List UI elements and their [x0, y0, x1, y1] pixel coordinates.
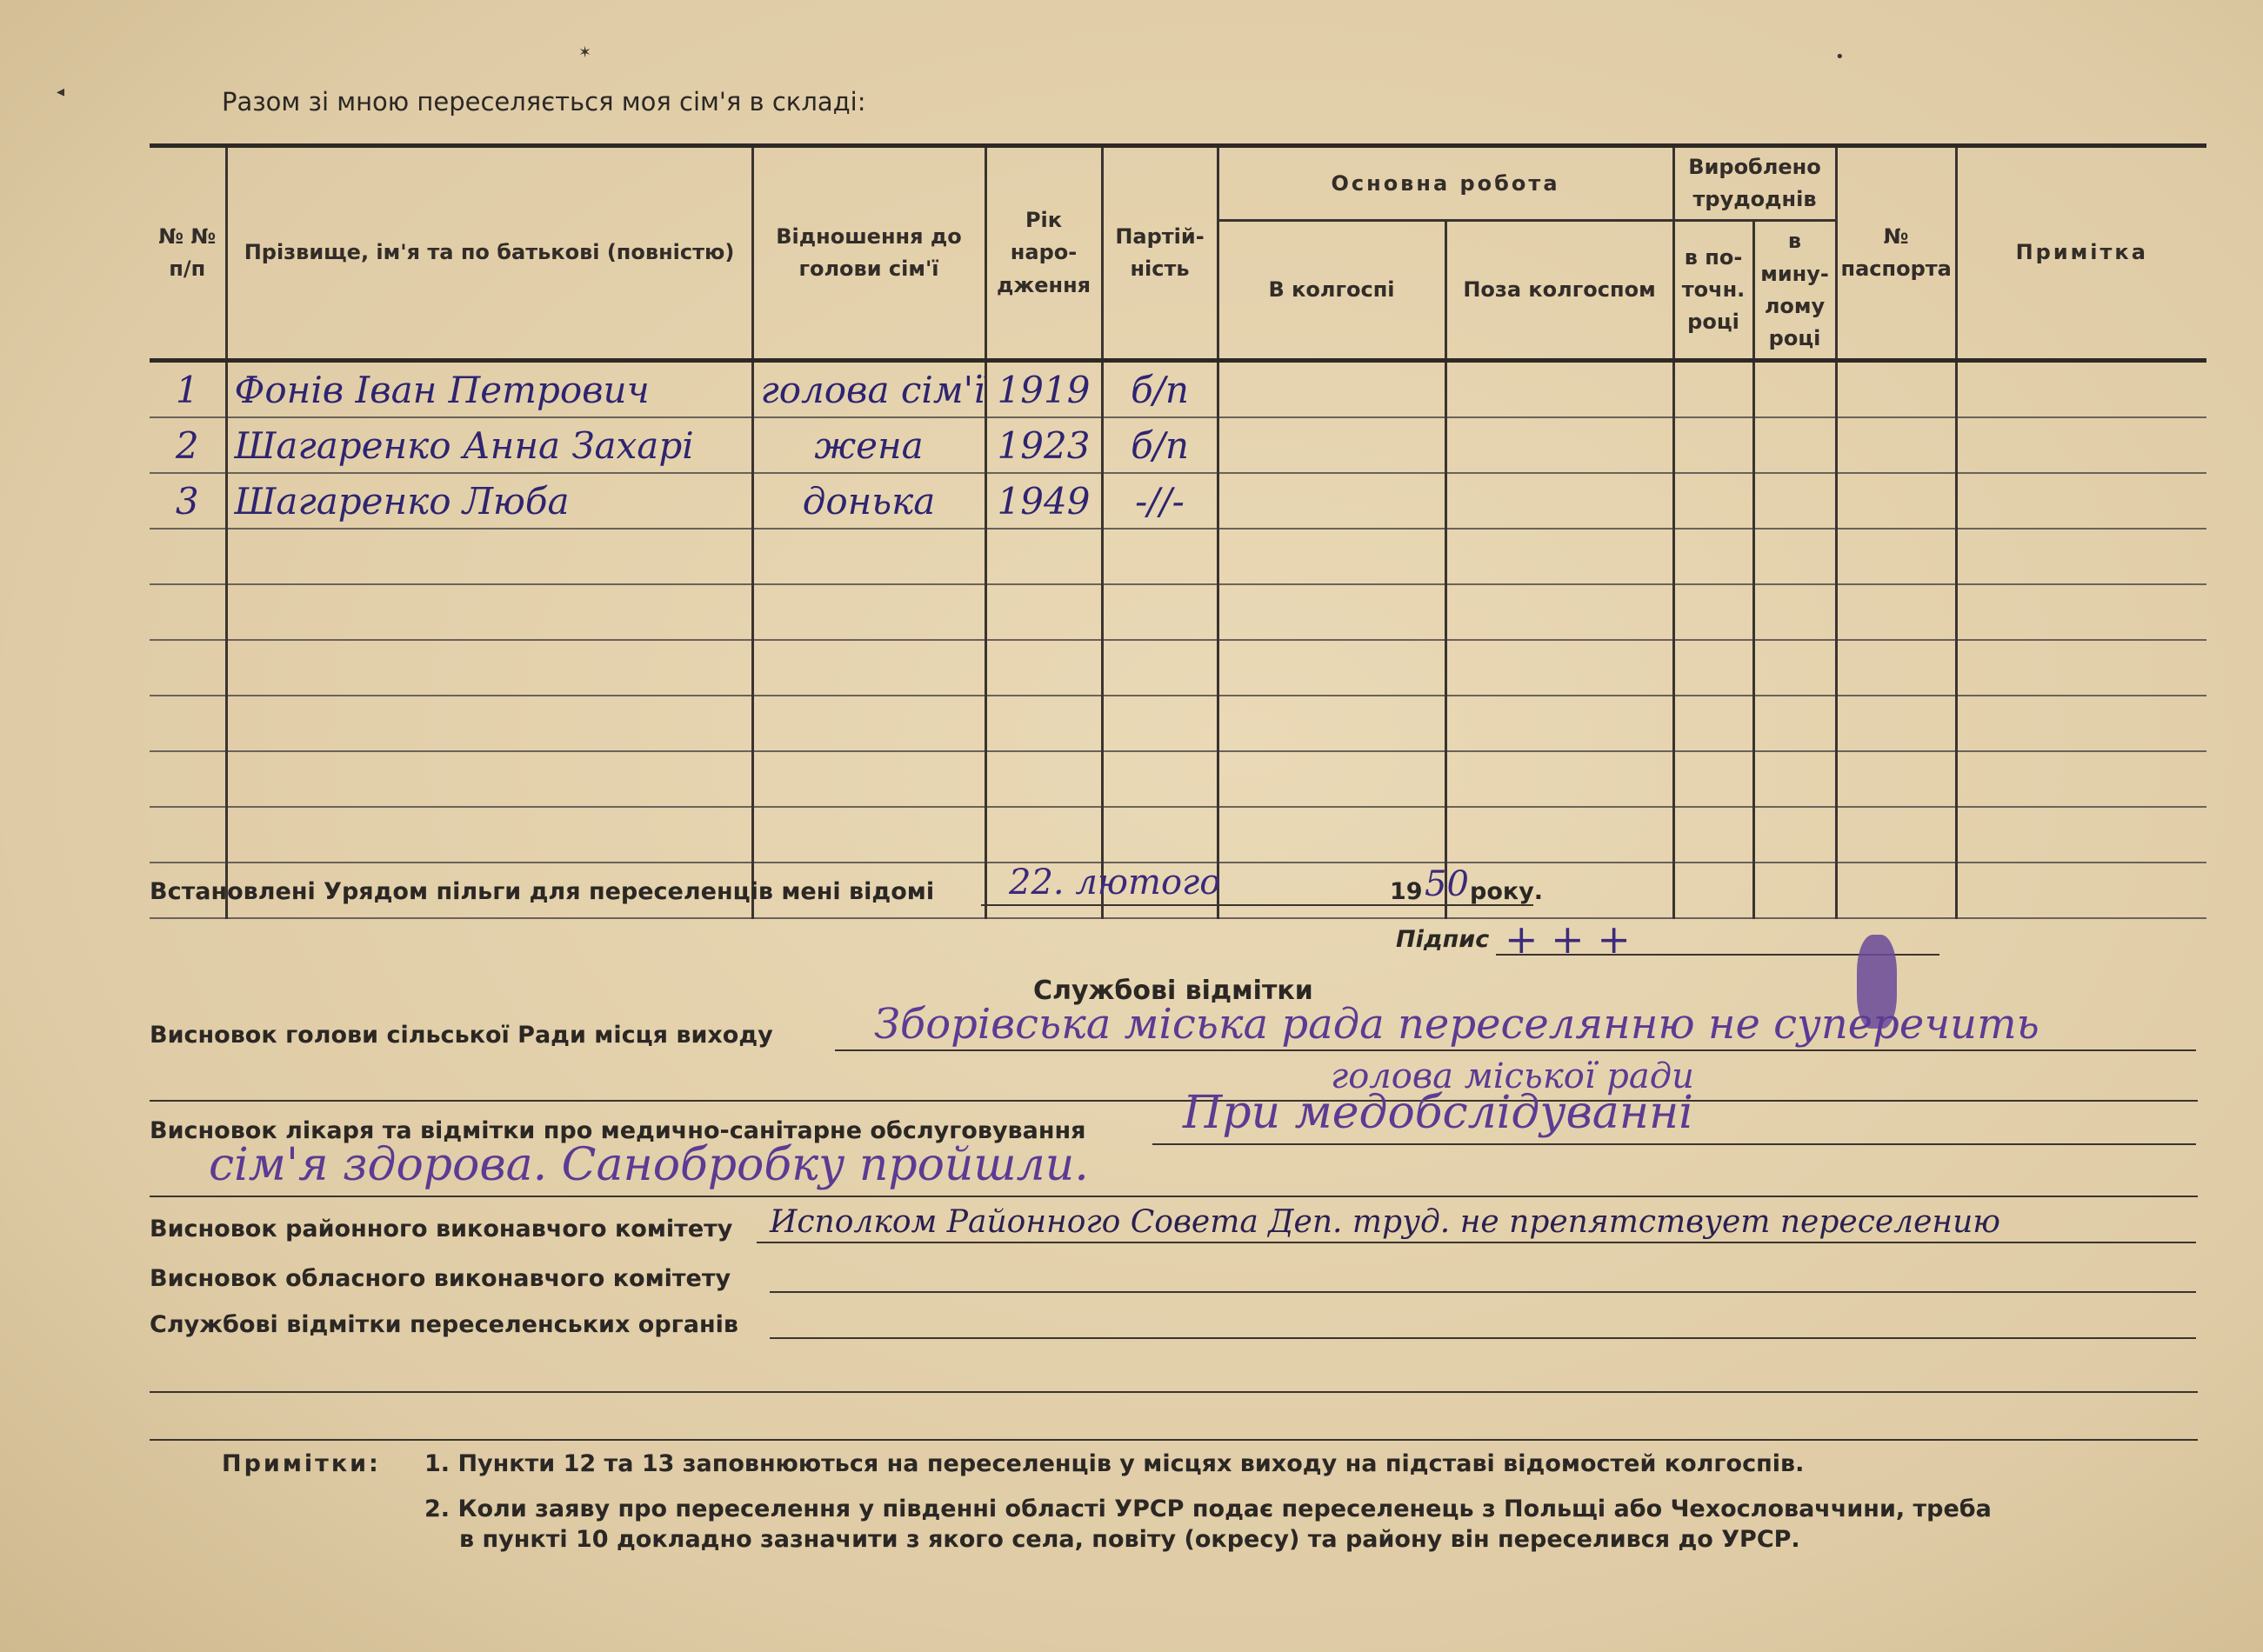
- row-year: [985, 807, 1102, 863]
- row-year: [985, 751, 1102, 807]
- row-outside-kolhosp: [1445, 807, 1673, 863]
- family-row: [150, 417, 2206, 473]
- doctor-label: Висновок лікаря та відмітки про медично-санітарне обслуговування: [150, 1117, 1086, 1144]
- row-current-year: [1673, 529, 1753, 584]
- row-current-year: [1673, 863, 1753, 918]
- doctor-text-2: сім'я здорова. Санобробку пройшли.: [209, 1139, 1089, 1191]
- row-note: [1956, 807, 2206, 863]
- note-1: 1. Пункти 12 та 13 заповнюються на переселенців у місцях виходу на підставі відомостей колгоспів.: [424, 1450, 1805, 1477]
- row-year: 1949: [985, 473, 1102, 529]
- row-passport: [1836, 584, 1956, 640]
- notes-label: Примітки:: [222, 1450, 381, 1477]
- header-party: Партій- ність: [1102, 146, 1218, 361]
- row-passport: [1836, 863, 1956, 918]
- village-council-text: Зборівська міська рада переселянню не суперечить: [874, 1000, 2039, 1049]
- row-year: [985, 529, 1102, 584]
- row-party: [1102, 529, 1218, 584]
- row-num: [150, 807, 226, 863]
- signature-mark: + + +: [1505, 916, 1631, 963]
- family-row: [150, 473, 2206, 529]
- row-last-year: [1753, 807, 1836, 863]
- header-passport: № паспорта: [1836, 146, 1956, 361]
- resettlement-line: [770, 1337, 2196, 1339]
- row-year: [985, 640, 1102, 696]
- row-num: [150, 751, 226, 807]
- row-in-kolhosp: [1218, 751, 1445, 807]
- row-relation: [752, 751, 985, 807]
- row-outside-kolhosp: [1445, 361, 1673, 418]
- row-passport: [1836, 417, 1956, 473]
- row-note: [1956, 751, 2206, 807]
- district-text: Исполком Районного Совета Деп. труд. не препятствует переселению: [770, 1204, 2000, 1240]
- benefits-line: [981, 904, 1533, 906]
- district-label: Висновок районного виконавчого комітету: [150, 1216, 733, 1242]
- row-current-year: [1673, 807, 1753, 863]
- row-num: 1: [150, 361, 226, 418]
- row-in-kolhosp: [1218, 473, 1445, 529]
- family-row: [150, 584, 2206, 640]
- header-name: Прізвище, ім'я та по батькові (повністю): [226, 146, 752, 361]
- row-name: Шагаренко Анна Захарі: [226, 417, 752, 473]
- row-outside-kolhosp: [1445, 640, 1673, 696]
- family-table: [150, 143, 2206, 919]
- row-current-year: [1673, 751, 1753, 807]
- signature-label: Підпис: [1396, 926, 1490, 953]
- row-party: [1102, 807, 1218, 863]
- family-intro: Разом зі мною переселяється моя сім'я в складі:: [222, 87, 866, 117]
- row-name: [226, 640, 752, 696]
- row-relation: голова сім'ї: [752, 361, 985, 418]
- village-council-line-2: [150, 1100, 2198, 1102]
- row-relation: [752, 696, 985, 751]
- doctor-text: При медобслідуванні: [1183, 1087, 1693, 1139]
- row-passport: [1836, 696, 1956, 751]
- row-num: [150, 696, 226, 751]
- note-2-line-2: в пункті 10 докладно зазначити з якого села, повіту (окресу) та району він переселився до УРСР.: [459, 1526, 1800, 1553]
- row-last-year: [1753, 640, 1836, 696]
- row-in-kolhosp: [1218, 640, 1445, 696]
- row-relation: донька: [752, 473, 985, 529]
- header-in-kolhosp: В колгоспі: [1218, 221, 1445, 361]
- row-year: [985, 584, 1102, 640]
- header-relation: Відношення до голови сім'ї: [752, 146, 985, 361]
- row-current-year: [1673, 640, 1753, 696]
- header-outside-kolhosp: Поза колгоспом: [1445, 221, 1673, 361]
- row-last-year: [1753, 361, 1836, 418]
- row-outside-kolhosp: [1445, 696, 1673, 751]
- row-note: [1956, 640, 2206, 696]
- row-outside-kolhosp: [1445, 751, 1673, 807]
- row-passport: [1836, 807, 1956, 863]
- oblast-label: Висновок обласного виконавчого комітету: [150, 1265, 731, 1292]
- benefits-label: Встановлені Урядом пільги для переселенців мені відомі: [150, 878, 935, 905]
- village-council-label: Висновок голови сільської Ради місця виходу: [150, 1022, 773, 1049]
- row-in-kolhosp: [1218, 361, 1445, 418]
- row-note: [1956, 529, 2206, 584]
- row-party: [1102, 696, 1218, 751]
- district-line: [757, 1242, 2196, 1243]
- row-passport: [1836, 361, 1956, 418]
- row-in-kolhosp: [1218, 807, 1445, 863]
- row-in-kolhosp: [1218, 584, 1445, 640]
- row-outside-kolhosp: [1445, 584, 1673, 640]
- row-last-year: [1753, 529, 1836, 584]
- punch-mark: ✶: [578, 43, 592, 62]
- family-row: [150, 529, 2206, 584]
- row-last-year: [1753, 863, 1836, 918]
- row-current-year: [1673, 696, 1753, 751]
- row-last-year: [1753, 417, 1836, 473]
- row-note: [1956, 417, 2206, 473]
- row-num: [150, 640, 226, 696]
- row-num: 3: [150, 473, 226, 529]
- oblast-line: [770, 1291, 2196, 1293]
- row-current-year: [1673, 417, 1753, 473]
- row-note: [1956, 696, 2206, 751]
- official-title: Службові відмітки: [1033, 976, 1313, 1006]
- row-name: [226, 696, 752, 751]
- row-name: Фонів Іван Петрович: [226, 361, 752, 418]
- row-name: [226, 807, 752, 863]
- row-party: б/п: [1102, 417, 1218, 473]
- header-note: Примітка: [1956, 146, 2206, 361]
- family-row: [150, 696, 2206, 751]
- doctor-line-2: [150, 1196, 2198, 1197]
- doctor-line: [1152, 1143, 2196, 1145]
- row-year: [985, 696, 1102, 751]
- row-relation: [752, 584, 985, 640]
- row-party: [1102, 584, 1218, 640]
- row-current-year: [1673, 361, 1753, 418]
- header-year: Рік наро- дження: [985, 146, 1102, 361]
- row-note: [1956, 863, 2206, 918]
- header-main-work: Основна робота: [1218, 146, 1673, 221]
- row-note: [1956, 473, 2206, 529]
- row-relation: [752, 807, 985, 863]
- row-relation: жена: [752, 417, 985, 473]
- blank-line: [150, 1391, 2198, 1393]
- row-name: Шагаренко Люба: [226, 473, 752, 529]
- row-last-year: [1753, 584, 1836, 640]
- row-name: [226, 751, 752, 807]
- row-num: [150, 529, 226, 584]
- village-council-line: [835, 1049, 2196, 1051]
- row-passport: [1836, 529, 1956, 584]
- row-party: [1102, 751, 1218, 807]
- family-row: [150, 751, 2206, 807]
- benefits-year-prefix: 19: [1390, 878, 1423, 905]
- row-in-kolhosp: [1218, 696, 1445, 751]
- family-row: [150, 807, 2206, 863]
- row-party: [1102, 640, 1218, 696]
- row-party: -//-: [1102, 473, 1218, 529]
- row-passport: [1836, 640, 1956, 696]
- benefits-year-suffix: року.: [1470, 878, 1544, 905]
- row-note: [1956, 584, 2206, 640]
- row-relation: [752, 529, 985, 584]
- row-party: б/п: [1102, 361, 1218, 418]
- resettlement-label: Службові відмітки переселенських органів: [150, 1311, 738, 1338]
- punch-mark: •: [1835, 48, 1845, 66]
- village-council-text-2: голова міської ради: [1331, 1056, 1694, 1096]
- row-name: [226, 529, 752, 584]
- header-last-year: в мину- лому році: [1753, 221, 1836, 361]
- header-workdays: Вироблено трудоднів: [1673, 146, 1836, 221]
- row-year: 1923: [985, 417, 1102, 473]
- row-last-year: [1753, 696, 1836, 751]
- row-last-year: [1753, 473, 1836, 529]
- benefits-year-digits: 50: [1425, 864, 1469, 904]
- row-current-year: [1673, 584, 1753, 640]
- row-in-kolhosp: [1218, 529, 1445, 584]
- punch-mark: ◂: [57, 83, 65, 101]
- benefits-date: 22. лютого: [1009, 863, 1221, 903]
- row-outside-kolhosp: [1445, 529, 1673, 584]
- row-in-kolhosp: [1218, 417, 1445, 473]
- note-2-line-1: 2. Коли заяву про переселення у південні області УРСР подає переселенець з Польщі або Чехословаччини, треба: [424, 1495, 1992, 1522]
- header-current-year: в по- точн. році: [1673, 221, 1753, 361]
- row-last-year: [1753, 751, 1836, 807]
- family-row: [150, 640, 2206, 696]
- row-num: [150, 584, 226, 640]
- row-name: [226, 584, 752, 640]
- row-passport: [1836, 751, 1956, 807]
- row-year: 1919: [985, 361, 1102, 418]
- row-outside-kolhosp: [1445, 417, 1673, 473]
- row-relation: [752, 640, 985, 696]
- header-num: № № п/п: [150, 146, 226, 361]
- row-current-year: [1673, 473, 1753, 529]
- family-row: [150, 361, 2206, 418]
- row-note: [1956, 361, 2206, 418]
- row-passport: [1836, 473, 1956, 529]
- row-num: 2: [150, 417, 226, 473]
- blank-line: [150, 1439, 2198, 1441]
- row-outside-kolhosp: [1445, 473, 1673, 529]
